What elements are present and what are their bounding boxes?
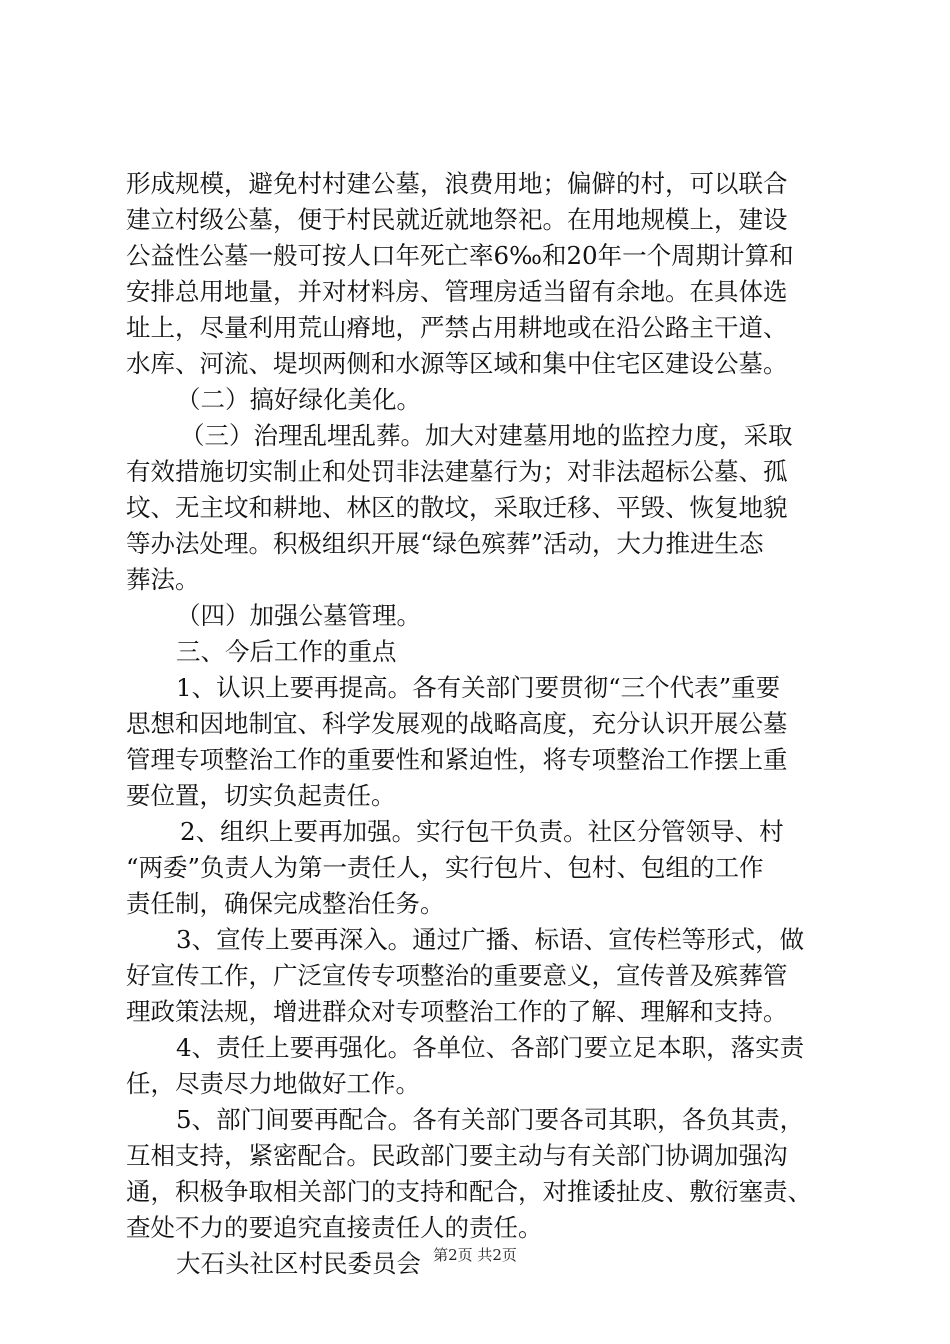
body-line: 等办法处理。积极组织开展“绿色殡葬”活动，大力推进生态 [126,529,764,558]
body-line: 理政策法规，增进群众对专项整治工作的了解、理解和支持。 [126,997,788,1026]
body-line: “两委”负责人为第一责任人，实行包片、包村、包组的工作 [126,853,764,882]
body-line: 公益性公墓一般可按人口年死亡率6‰和20年一个周期计算和 [126,241,794,270]
body-line: （三）治理乱埋乱葬。加大对建墓用地的监控力度，采取 [180,421,793,450]
signature-organization: 大石头社区村民委员会 [176,1249,421,1278]
body-line: 水库、河流、堤坝两侧和水源等区域和集中住宅区建设公墓。 [126,349,788,378]
body-line: 形成规模，避免村村建公墓，浪费用地；偏僻的村，可以联合 [126,169,788,198]
body-line: 5、部门间要再配合。各有关部门要各司其职，各负其责， [176,1105,805,1134]
body-line: 1、认识上要再提高。各有关部门要贯彻“三个代表”重要 [176,673,781,702]
page-footer [0,1244,950,1265]
body-line: 坟、无主坟和耕地、林区的散坟，采取迁移、平毁、恢复地貌 [126,493,788,522]
body-line: 有效措施切实制止和处罚非法建墓行为；对非法超标公墓、孤 [126,457,788,486]
body-line: 要位置，切实负起责任。 [126,781,396,810]
body-line: 址上，尽量利用荒山瘠地，严禁占用耕地或在沿公路主干道、 [126,313,788,342]
section-heading: （四）加强公墓管理。 [176,601,421,630]
body-line: 查处不力的要追究直接责任人的责任。 [126,1213,543,1242]
body-line: 葬法。 [126,565,200,594]
body-line: 互相支持，紧密配合。民政部门要主动与有关部门协调加强沟 [126,1141,788,1170]
section-heading: 三、今后工作的重点 [176,637,397,666]
body-line: 3、宣传上要再深入。通过广播、标语、宣传栏等形式，做 [176,925,805,954]
body-line: 责任制，确保完成整治任务。 [126,889,445,918]
body-line: 4、责任上要再强化。各单位、各部门要立足本职，落实责 [176,1033,805,1062]
body-line: 任，尽责尽力地做好工作。 [126,1069,420,1098]
section-heading: （二）搞好绿化美化。 [176,385,421,414]
body-line: 建立村级公墓，便于村民就近就地祭祀。在用地规模上，建设 [126,205,788,234]
page-number: 第2页 共2页 [433,1246,517,1264]
body-line: 管理专项整治工作的重要性和紧迫性，将专项整治工作摆上重 [126,745,788,774]
body-line: 通，积极争取相关部门的支持和配合，对推诿扯皮、敷衍塞责、 [126,1177,812,1206]
body-line: 好宣传工作，广泛宣传专项整治的重要意义，宣传普及殡葬管 [126,961,788,990]
body-line: 安排总用地量，并对材料房、管理房适当留有余地。在具体选 [126,277,788,306]
body-line: 思想和因地制宜、科学发展观的战略高度，充分认识开展公墓 [126,709,788,738]
body-line: 2、组织上要再加强。实行包干负责。社区分管领导、村 [180,817,784,846]
